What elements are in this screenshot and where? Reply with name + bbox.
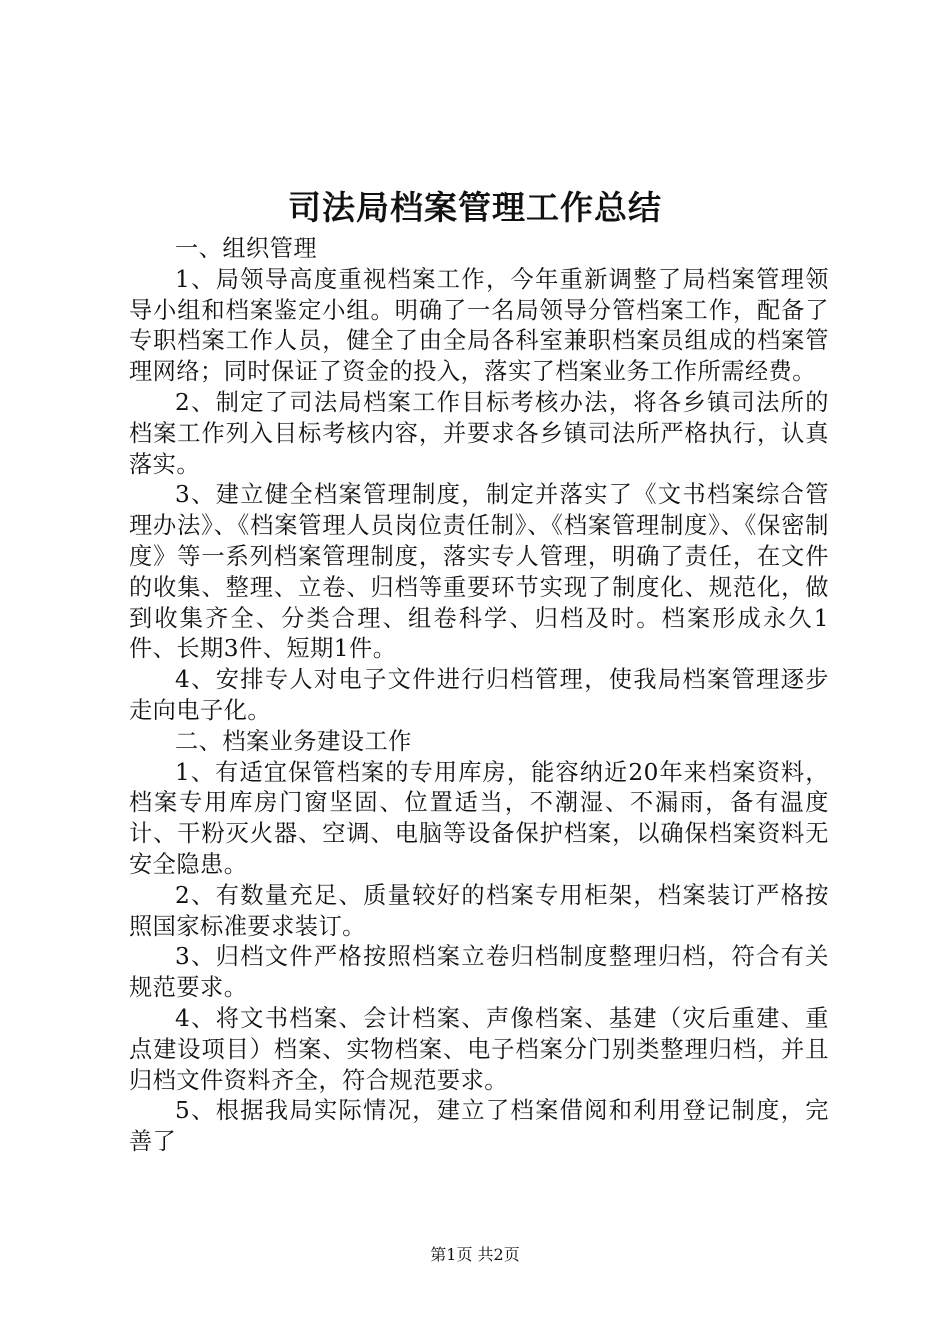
paragraph: 4、将文书档案、会计档案、声像档案、基建（灾后重建、重点建设项目）档案、实物档案、电子档案分门别类整理归档，并且归档文件资料齐全，符合规范要求。 [129,1004,829,1094]
paragraph: 2、制定了司法局档案工作目标考核办法，将各乡镇司法所的档案工作列入目标考核内容，并要求各乡镇司法所严格执行，认真落实。 [129,388,829,478]
document-title: 司法局档案管理工作总结 [288,188,662,227]
paragraph: 5、根据我局实际情况，建立了档案借阅和利用登记制度，完善了 [129,1097,829,1156]
section-heading-archive-business: 二、档案业务建设工作 [175,727,412,755]
section-heading-organization: 一、组织管理 [175,235,318,262]
paragraph: 3、建立健全档案管理制度，制定并落实了《文书档案综合管理办法》、《档案管理人员岗位责任制》、《档案管理制度》、《保密制度》等一系列档案管理制度，落实专人管理，明确了责任，在文件的收集、整理、立卷、归档等重要环节实现了制度化、规范化，做到收集齐全、分类合理、组卷科学、归档及时。档案形成永久1件、长期3件、短期1件。 [129,481,829,663]
paragraph: 4、安排专人对电子文件进行归档管理，使我局档案管理逐步走向电子化。 [129,666,829,724]
document-body [129,234,829,1158]
page-number-footer: 第1页 共2页 [430,1245,520,1264]
paragraph: 1、局领导高度重视档案工作，今年重新调整了局档案管理领导小组和档案鉴定小组。明确了一名局领导分管档案工作，配备了专职档案工作人员，健全了由全局各科室兼职档案员组成的档案管理网络；同时保证了资金的投入，落实了档案业务工作所需经费。 [129,265,829,386]
paragraph: 3、归档文件严格按照档案立卷归档制度整理归档，符合有关规范要求。 [129,943,829,1002]
paragraph: 2、有数量充足、质量较好的档案专用柜架，档案装订严格按照国家标准要求装订。 [129,881,829,940]
paragraph: 1、有适宜保管档案的专用库房，能容纳近20年来档案资料，档案专用库房门窗坚固、位置适当，不潮湿、不漏雨，备有温度计、干粉灭火器、空调、电脑等设备保护档案，以确保档案资料无安全隐患。 [129,758,829,878]
